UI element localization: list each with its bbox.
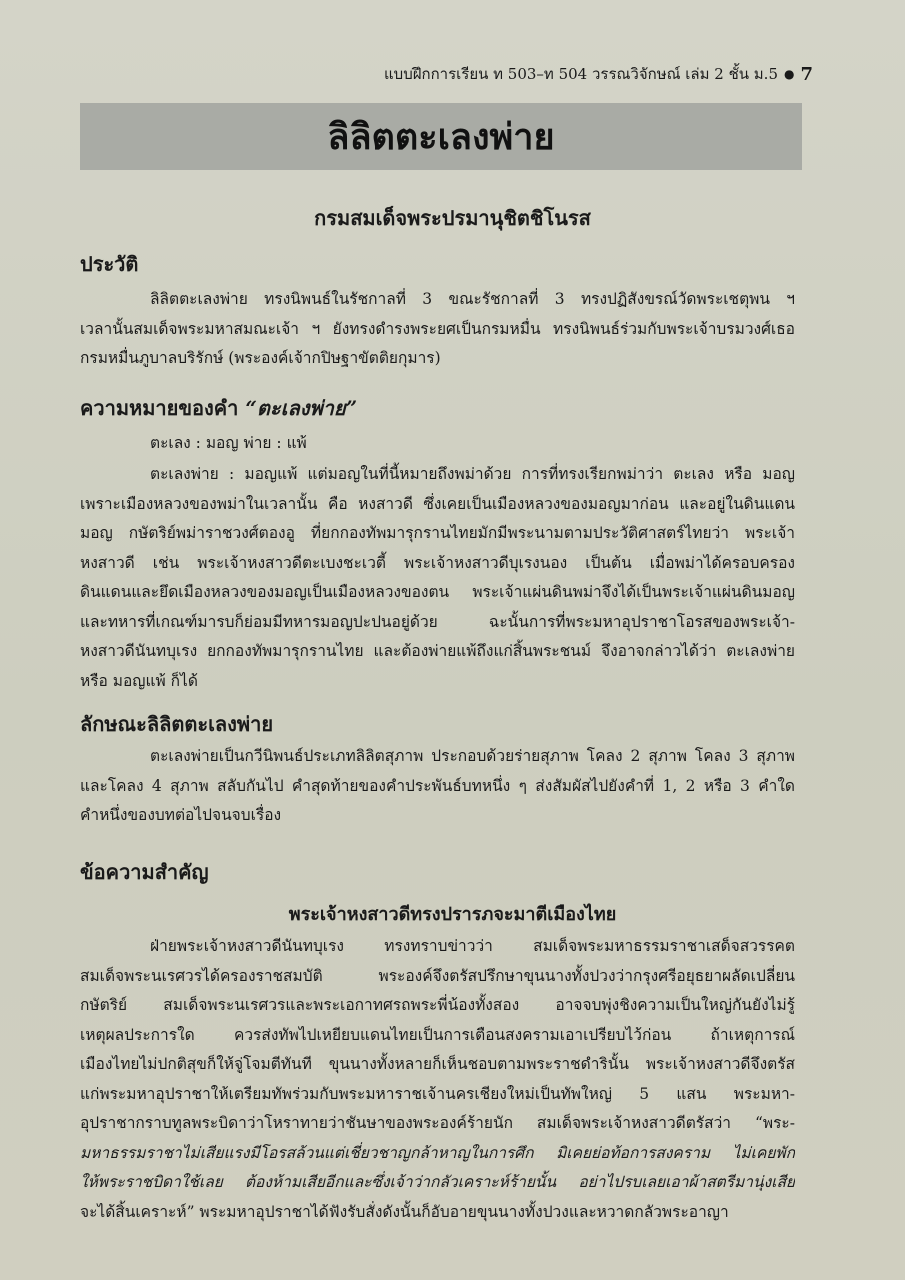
history-paragraph [80,285,795,374]
history-heading: ประวัติ [80,252,139,276]
character-heading: ลักษณะลิลิตตะเลงพ่าย [80,712,274,736]
paragraph-line: หรือ มอญแพ้ ก็ได้ [80,671,198,690]
paragraph-line: จะได้สิ้นเคราะห์” พระมหาอุปราชาได้ฟังรับสั่งดังนั้นก็อับอายขุนนางทั้งปวงและหวาดกลัวพระอาญา [80,1202,729,1221]
paragraph-line: ดินแดนและยึดเมืองหลวงของมอญเป็นเมืองหลวงของตน พระเจ้าแผ่นดินพม่าจึงได้เป็นพระเจ้าแผ่นดินมอญ [80,583,795,601]
paragraph-line: ฝ่ายพระเจ้าหงสาวดีนันทบุเรง ทรงทราบข่าวว่า สมเด็จพระมหาธรรมราชาเสด็จสวรรคต [150,937,795,955]
title-banner [80,103,802,170]
paragraph-line: คำหนึ่งของบทต่อไปจนจบเรื่อง [80,806,282,824]
paragraph-line: เมืองไทยไม่ปกติสุขก็ให้จู่โจมตีทันที ขุนนางทั้งหลายก็เห็นชอบตามพระราชดำรินั้น พระเจ้าหงสาวดีจึงตรัส [80,1055,795,1073]
paragraph-line: มอญ กษัตริย์พม่าราชวงศ์ตองอู ที่ยกกองทัพมารุกรานไทยมักมีพระนามตามประวัติศาสตร์ไทยว่า พระเจ้า [80,524,795,542]
meaning-paragraph [80,460,795,696]
meaning-heading [80,392,357,424]
paragraph-line: แก่พระมหาอุปราชาให้เตรียมทัพร่วมกับพระมหาราชเจ้านครเชียงใหม่เป็นทัพใหญ่ 5 แสน พระมหา- [80,1084,795,1103]
paragraph-line: ลิลิตตะเลงพ่าย ทรงนิพนธ์ในรัชกาลที่ 3 ขณะรัชกาลที่ 3 ทรงปฏิสังขรณ์วัดพระเชตุพน ฯ [150,290,795,308]
paragraph-line: กรมหมื่นภูบาลบริรักษ์ (พระองค์เจ้ากปิษฐาขัตติยกุมาร) [80,349,441,367]
paragraph-line: ตะเลงพ่าย : มอญแพ้ แต่มอญในที่นี้หมายถึงพม่าด้วย การที่ทรงเรียกพม่าว่า ตะเลง หรือ มอญ [150,465,795,483]
paragraph-line: มหาธรรมราชาไม่เสียแรงมีโอรสล้วนแต่เชี่ยวชาญกล้าหาญในการศึก มิเคยย่อท้อการสงคราม ไม่เคยพัก [80,1143,795,1162]
paragraph-line: กษัตริย์ สมเด็จพระนเรศวรและพระเอกาทศรถพระพี่น้องทั้งสอง อาจจบพุ่งชิงความเป็นใหญ่กันยังไม่รู้ [80,996,795,1014]
meaning-definition: ตะเลง : มอญ พ่าย : แพ้ [150,434,307,452]
header-text: แบบฝึกการเรียน ท 503–ท 504 วรรณวิจักษณ์ เล่ม 2 ชั้น ม.5 [384,65,778,83]
key-paragraph [80,932,795,1227]
character-paragraph [80,742,795,831]
meaning-heading-text: ความหมายของคำ [80,396,239,420]
paragraph-line: หงสาวดีนันทบุเรง ยกกองทัพมารุกรานไทย และต้องพ่ายแพ้ถึงแก่สิ้นพระชนม์ จึงอาจกล่าวได้ว่า ตะเลงพ่าย [80,642,795,660]
paragraph-line: ตะเลงพ่ายเป็นกวีนิพนธ์ประเภทลิลิตสุภาพ ประกอบด้วยร่ายสุภาพ โคลง 2 สุภาพ โคลง 3 สุภาพ [150,747,795,765]
paragraph-line: เวลานั้นสมเด็จพระมหาสมณะเจ้า ฯ ยังทรงดำรงพระยศเป็นกรมหมื่น ทรงนิพนธ์ร่วมกับพระเจ้าบรมวงศ์เธอ [80,319,795,338]
paragraph-line: และโคลง 4 สุภาพ สลับกันไป คำสุดท้ายของคำประพันธ์บทหนึ่ง ๆ ส่งสัมผัสไปยังคำที่ 1, 2 หรือ 3 คำใด [80,776,795,795]
paragraph-line: เพราะเมืองหลวงของพม่าในเวลานั้น คือ หงสาวดี ซึ่งเคยเป็นเมืองหลวงของมอญมาก่อน และอยู่ในดินแดน [80,494,795,513]
paragraph-line: และทหารที่เกณฑ์มารบก็ย่อมมีทหารมอญปะปนอยู่ด้วย ฉะนั้นการที่พระมหาอุปราชาโอรสของพระเจ้า- [80,612,795,631]
page-header [383,62,813,86]
page-title: ลิลิตตะเลงพ่าย [327,116,555,158]
author-name: กรมสมเด็จพระปรมานุชิตชิโนรส [314,206,591,230]
key-heading: ข้อความสำคัญ [80,860,209,884]
bullet-icon: ● [783,67,795,81]
page-number: 7 [800,63,813,85]
paragraph-line: ให้พระราชบิดาใช้เลย ต้องห้ามเสียอีกและซึ่งเจ้าว่ากลัวเคราะห์ร้ายนั้น อย่าไปรบเลยเอาผ้าสตรีมานุ่งเสีย [80,1173,795,1191]
paragraph-line: หงสาวดี เช่น พระเจ้าหงสาวดีตะเบงชะเวตี้ พระเจ้าหงสาวดีบุเรงนอง เป็นต้น เมื่อพม่าได้ครอบครอง [80,553,795,572]
meaning-heading-word: “ตะเลงพ่าย” [245,396,358,420]
paragraph-line: เหตุผลประการใด ควรส่งทัพไปเหยียบแดนไทยเป็นการเตือนสงครามเอาเปรียบไว้ก่อน ถ้าเหตุการณ์ [80,1025,795,1044]
paragraph-line: สมเด็จพระนเรศวรได้ครองราชสมบัติ พระองค์จึงตรัสปรึกษาขุนนางทั้งปวงว่ากรุงศรีอยุธยาผลัดเปลี่ยน [80,966,795,985]
key-subheading: พระเจ้าหงสาวดีทรงปรารภจะมาตีเมืองไทย [288,904,617,925]
paragraph-line: อุปราชากราบทูลพระบิดาว่าโหราทายว่าชันษาของพระองค์ร้ายนัก สมเด็จพระเจ้าหงสาวดีตรัสว่า “พระ- [80,1114,795,1132]
